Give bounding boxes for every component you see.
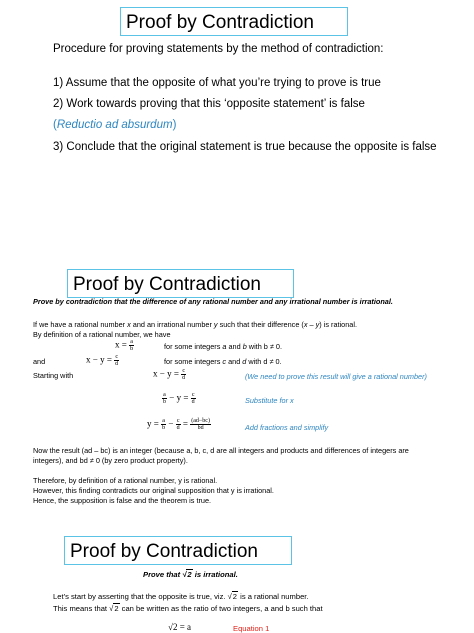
eq2-fraction xyxy=(114,354,119,367)
line2-radicand: 2 xyxy=(114,604,119,613)
para4-line2: However, this finding contradicts our original supposition that y is irrational. xyxy=(33,486,274,495)
slide1-step1: 1) Assume that the opposite of what you’re trying to prove is true xyxy=(53,77,381,89)
eq5-fraction-1 xyxy=(161,418,166,431)
eq4-num2: c xyxy=(191,392,195,398)
eq1-fraction xyxy=(129,339,134,352)
prove-text-b: is irrational. xyxy=(192,570,238,579)
p1-text-c: such that their difference ( xyxy=(217,320,304,329)
eq2-and: and xyxy=(226,357,243,366)
eq1-num: a xyxy=(130,339,133,345)
slide3-title: Proof by Contradiction xyxy=(64,536,292,565)
eq5-den2: d xyxy=(176,425,180,431)
prove-text-a: Prove that xyxy=(143,570,183,579)
slide2-para2: By definition of a rational number, we have xyxy=(33,330,171,339)
eq5-fraction-2 xyxy=(176,418,181,431)
para4-line3: Hence, the supposition is false and the theorem is true. xyxy=(33,496,212,505)
eq5-lhs: y = xyxy=(147,418,159,429)
slide1-intro: Procedure for proving statements by the method of contradiction: xyxy=(53,43,384,55)
eq5-den3: bd xyxy=(197,425,204,431)
eq2-d: d xyxy=(242,357,247,366)
note-rational-result: (We need to prove this result will give a rational number) xyxy=(245,372,427,381)
equation-4 xyxy=(162,392,196,405)
eq4-fraction-2 xyxy=(191,392,196,405)
eq2-text-b: with d ≠ 0. xyxy=(246,357,282,366)
line2-text-a: This means that xyxy=(53,604,110,613)
eq2-c: c xyxy=(222,357,227,366)
note-add-fractions: Add fractions and simplify xyxy=(245,423,329,432)
eq3-fraction xyxy=(181,368,186,381)
sqrt-symbol: √2 xyxy=(182,570,192,579)
sqrt-symbol: √2 xyxy=(109,604,119,613)
line1-text-a: Let’s start by asserting that the opposite is true, viz. xyxy=(53,592,228,601)
eq1-b: b xyxy=(242,342,247,351)
para4-line1: Therefore, by definition of a rational number, y is rational. xyxy=(33,476,218,485)
eq5-den1: b xyxy=(162,425,166,431)
reductio-open: ( xyxy=(53,119,57,131)
eq5-num1: a xyxy=(162,418,165,424)
eq1-lhs: x = xyxy=(115,339,127,350)
eq5-minus: − xyxy=(168,418,174,429)
p1-x: x xyxy=(127,320,131,329)
slide2-para1 xyxy=(33,320,357,329)
eq3-num: c xyxy=(182,368,185,374)
eq2-num: c xyxy=(115,354,118,360)
slide3-prove xyxy=(143,570,238,579)
eq5-num2: c xyxy=(176,418,180,424)
p1-text-b: and an irrational number xyxy=(130,320,214,329)
eq1-text-a: for some integers xyxy=(164,342,223,351)
slide1-step3: 3) Conclude that the original statement is true because the opposite is false xyxy=(53,141,437,153)
sqrt-symbol: √2 xyxy=(227,592,238,601)
equation-3 xyxy=(153,368,186,381)
eq2-text-a: for some integers xyxy=(164,357,223,366)
eq4-mid: − y = xyxy=(169,392,189,403)
note-substitute: Substitute for x xyxy=(245,396,294,405)
eq4-den1: b xyxy=(163,399,166,405)
line1-radicand: 2 xyxy=(232,592,238,601)
eq5-num3: (ad−bc) xyxy=(191,418,210,424)
eq1-and: and xyxy=(226,342,243,351)
eq2-den: d xyxy=(115,361,119,367)
p1-xy: x – y xyxy=(303,320,320,329)
p1-text-a: If we have a rational number xyxy=(33,320,128,329)
reductio-close: ) xyxy=(172,119,177,131)
p1-text-d: ) is rational. xyxy=(319,320,357,329)
slide3-line1 xyxy=(53,592,309,601)
eq4-den2: d xyxy=(191,399,195,405)
line2-text-b: can be written as the ratio of two integers, a and b such that xyxy=(119,604,323,613)
starting-with: Starting with xyxy=(33,371,74,380)
reductio-text: Reductio ad absurdum xyxy=(56,119,173,131)
eq1-a: a xyxy=(222,342,227,351)
para3-line2: integers), and bd ≠ 0 (by zero product property). xyxy=(33,456,188,465)
equation-5 xyxy=(147,418,211,431)
prove-radicand: 2 xyxy=(187,570,192,579)
equation-1-label: Equation 1 xyxy=(233,624,270,633)
and-label: and xyxy=(33,357,46,366)
slide1-title: Proof by Contradiction xyxy=(120,7,348,36)
slide1-reductio xyxy=(53,119,176,131)
eq4-num1: a xyxy=(163,392,166,398)
eq5-equals: = xyxy=(182,418,188,429)
para3-line1: Now the result (ad – bc) is an integer (because a, b, c, d are all integers and products and differences of integers are xyxy=(33,446,409,455)
eq5-fraction-3 xyxy=(190,418,211,431)
slide2-title: Proof by Contradiction xyxy=(67,269,294,298)
eq2-lhs: x − y = xyxy=(86,354,112,365)
equation-1 xyxy=(115,339,134,352)
eq3-lhs: x − y = xyxy=(153,368,179,379)
slide2-statement: Prove by contradiction that the difference of any rational number and any irrational number is irrational. xyxy=(33,297,393,306)
eq1-text xyxy=(164,342,282,351)
line1-text-b: is a rational number. xyxy=(238,592,309,601)
slide3-line2 xyxy=(53,604,323,613)
eq4-fraction-1 xyxy=(162,392,167,405)
eq2-text xyxy=(164,357,282,366)
eq1-den: b xyxy=(130,346,134,352)
equation-2 xyxy=(86,354,119,367)
slide1-step2: 2) Work towards proving that this ‘opposite statement’ is false xyxy=(53,98,365,110)
eq3-den: d xyxy=(182,375,186,381)
equation-partial: √2 = a xyxy=(168,622,192,632)
eq1-text-b: with b ≠ 0. xyxy=(246,342,282,351)
p1-y: y xyxy=(213,320,218,329)
